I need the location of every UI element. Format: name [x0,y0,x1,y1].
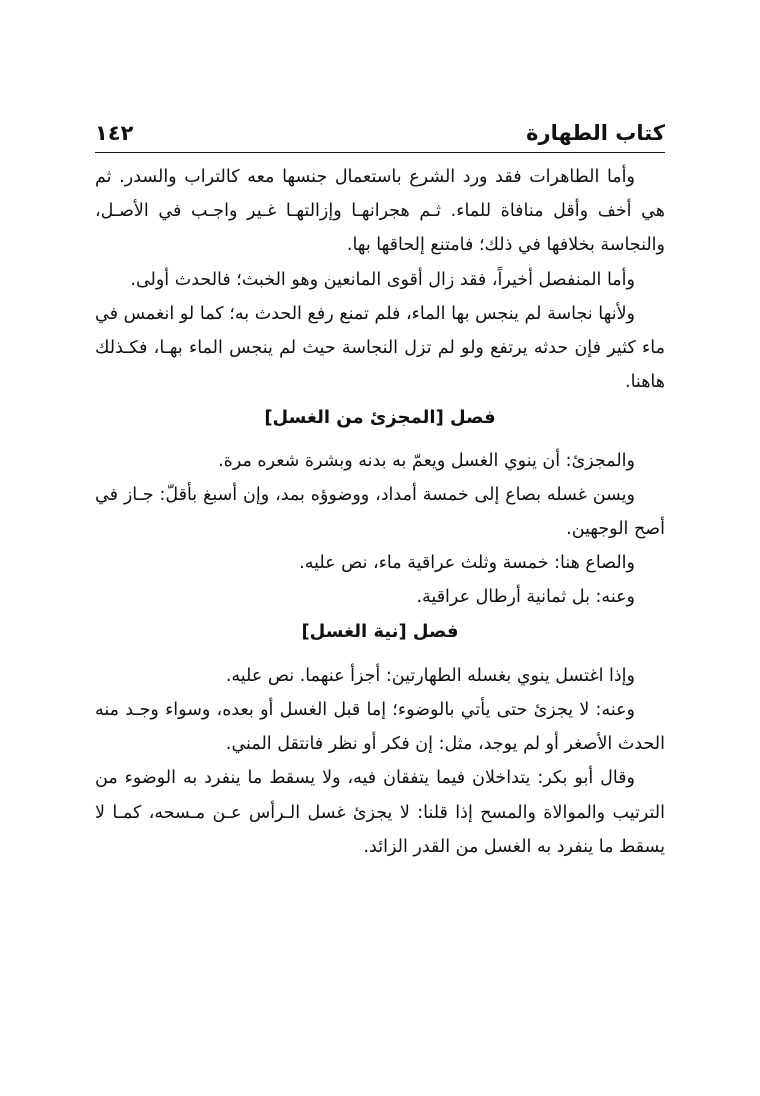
paragraph: وعنه: لا يجزئ حتى يأتي بالوضوء؛ إما قبل الغسل أو بعده، وسواء وجـد منه الحدث الأصغر أو لم يوجد، مثل: إن فكر أو نظر فانتقل المني. [95,700,665,755]
running-title: كتاب الطهارة [526,121,665,145]
page-header [95,118,665,153]
page-number: ١٤٢ [95,121,134,145]
paragraph: والصاع هنا: خمسة وثلث عراقية ماء، نص عليه. [299,553,635,574]
paragraph: ولأنها نجاسة لم ينجس بها الماء، فلم تمنع رفع الحدث به؛ كما لو انغمس في ماء كثير فإن حدثه يرتفع ولو لم تزل النجاسة حيث لم ينجس الماء بهـا، فكـذلك هاهنا. [95,303,665,393]
paragraph: وأما المنفصل أخيراً، فقد زال أقوى المانعين وهو الخبث؛ فالحدث أولى. [130,269,635,290]
section-heading: فصل [نية الغسل] [301,620,459,642]
body-text [95,160,665,864]
section-heading: فصل [المجزئ من الغسل] [264,407,496,429]
paragraph: والمجزئ: أن ينوي الغسل ويعمّ به بدنه وبشرة شعره مرة. [218,450,635,471]
paragraph: وعنه: بل ثمانية أرطال عراقية. [416,587,635,608]
paragraph: ويسن غسله بصاع إلى خمسة أمداد، ووضوؤه بمد، وإن أسبغ بأقلّ: جـاز في أصح الوجهين. [95,484,665,540]
paragraph: وقال أبو بكر: يتداخلان فيما يتفقان فيه، ولا يسقط ما ينفرد به الوضوء من الترتيب والموالاة والمسح إذا قلنا: لا يجزئ غسل الـرأس عـن مـسحه، كمـا لا يسقط ما ينفرد به الغسل من القدر الزائد. [95,768,665,857]
paragraph: وإذا اغتسل ينوي بغسله الطهارتين: أجزأ عنهما. نص عليه. [225,665,635,686]
paragraph: وأما الطاهرات فقد ورد الشرع باستعمال جنسها معه كالتراب والسدر. ثم هي أخف وأقل منافاة للماء. ثـم هجرانهـا وإزالتهـا غـير واجـب في الأصـل، والنجاسة بخلافها في ذلك؛ فامتنع إلحاقها بها. [95,167,665,256]
